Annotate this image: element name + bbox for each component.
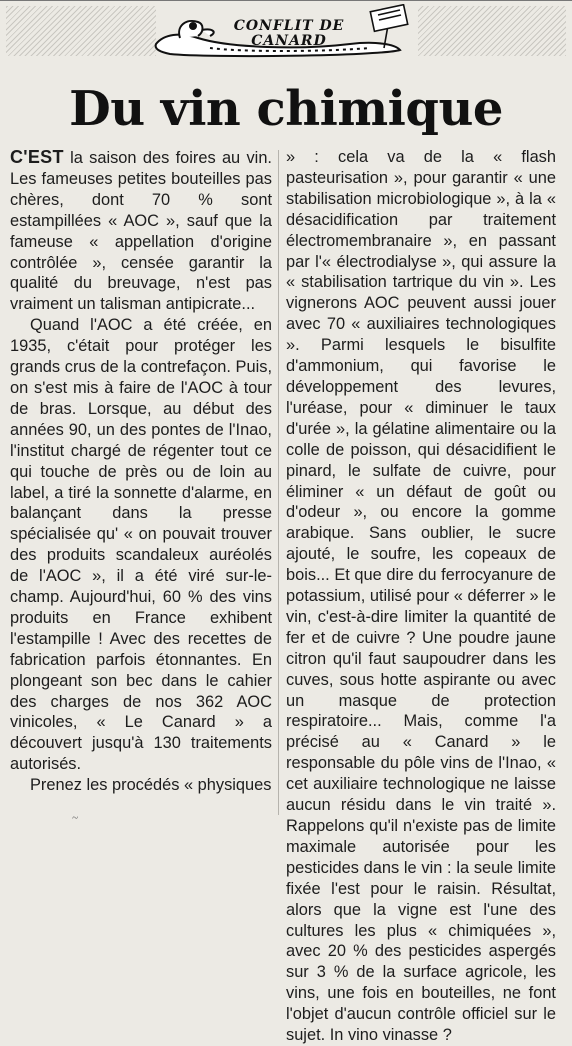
rubric-line-2: CANARD <box>251 33 327 49</box>
paragraph-3-part-b: » : cela va de la « flash pasteurisation », pour garantir « une stabilisation microbiologique », à la « désacidification par traitement électromembranaire », en passant par l'« électrodialyse », qui assure la « stabilisation tartrique du vin ». Les vignerons AOC peuvent aussi jouer avec 70 « auxiliaires technologiques ». Parmi lesquels le bisulfite d'ammonium, qui favorise le développement des levures, l'uréase, pour « diminuer le taux d'urée », la gélatine alimentaire ou la colle de poisson, qui désacidifient le pinard, le sulfate de cuivre, pour éliminer « un défaut de goût ou d'odeur », ou encore la gomme arabique. Sans oublier, le sucre ajouté, le soufre, les copeaux de bois... Et que dire du ferrocyanure de potassium, utilisé pour « déferrer » le vin, c'est-à-dire limiter la quantité de fer et de cuivre ? Une poudre jaune citron qu'il faut saupoudrer dans les cuves, sous hotte aspirante ou avec un masque de protection respiratoire... Mais, comme l'a précisé au « Canard » le responsable du pôle vins de l'Inao, « cet auxiliaire technologique ne laisse aucun résidu dans le vin traité ». Rappelons qu'il n'existe pas de limite maximale autorisée pour les pesticides dans le vin : la seule limite fixée l'est pour le raisin. Résultat, alors que la vigne est l'une des cultures les plus « chimiquées », avec 20 % des pesticides aspergés sur 3 % de la surface agricole, les vins, une fois en bouteilles, ne font l'objet d'aucun contrôle officiel sur le sujet. In vino vinasse ? <box>286 148 556 1045</box>
paragraph-3-part-a: Prenez les procédés « physiques <box>30 776 272 795</box>
top-rule <box>0 0 572 1</box>
paragraph-1 <box>10 147 272 315</box>
hatch-band-right <box>418 6 566 56</box>
article-column-right <box>286 147 556 1046</box>
hatch-band-left <box>6 6 156 56</box>
paragraph-3-start <box>10 775 272 796</box>
paragraph-3-continued <box>286 147 556 1046</box>
paragraph-1-text: la saison des foires au vin. Les fameuses petites bouteilles pas chères, dont 70 % sont estampillées « AOC », sauf que la fameuse « appellation d'origine contrôlée », censée garantir la qualité du breuvage, n'est pas vraiment un talisman antipicrate... <box>10 149 272 314</box>
pen-mark: ~ <box>72 812 78 824</box>
rubric-banner <box>150 4 420 60</box>
paragraph-2: Quand l'AOC a été créée, en 1935, c'était pour protéger les grands crus de la contrefaçon. Puis, on s'est mis à faire de l'AOC à tour de bras. Lorsque, au début des années 90, un des pontes de l'Inao, l'institut chargé de régenter tout ce qui touche de près ou de loin au label, a tiré la sonnette d'alarme, en balançant dans la presse spécialisée qu' « on pouvait trouver des produits scandaleux auréolés de l'AOC », il a été viré sur-le-champ. Aujourd'hui, 60 % des vins produits en France exhibent l'estampille ! Avec des recettes de fabrication parfois étonnantes. En plongeant son bec dans le cahier des charges de nos 362 AOC vinicoles, « Le Canard » a découvert jusqu'à 130 traitements autorisés. <box>10 316 272 774</box>
article-column-left <box>10 147 272 796</box>
kicker: C'EST <box>10 147 64 167</box>
headline: Du vin chimique <box>69 81 503 137</box>
rubric-line-1: CONFLIT DE <box>233 18 345 34</box>
column-divider <box>278 150 279 815</box>
